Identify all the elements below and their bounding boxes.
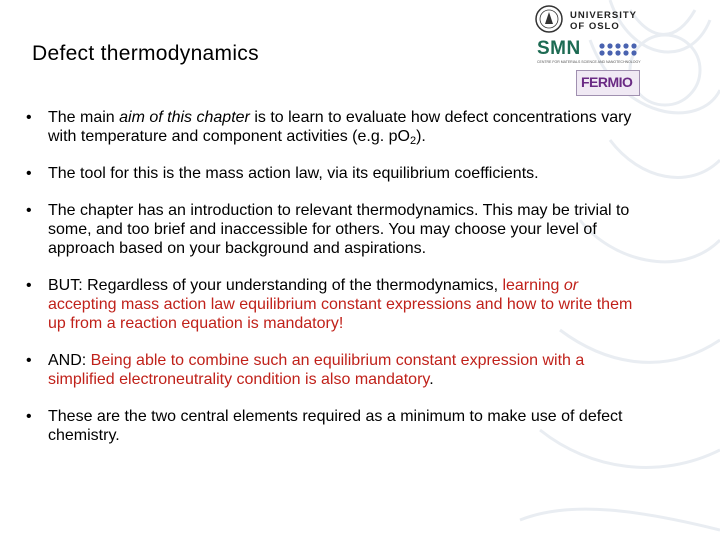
page-title: Defect thermodynamics <box>32 42 259 65</box>
bullet-item <box>28 108 648 146</box>
bullet-text: BUT: Regardless of your understanding of the thermodynamics, <box>48 277 503 294</box>
femc-logo <box>576 70 640 96</box>
uio-line-2: OF OSLO <box>570 21 620 32</box>
bullet-text: . <box>429 371 434 388</box>
bullet-item <box>28 164 648 183</box>
bullet-text: is to learn to evaluate how defect concentrations vary with temperature and component activities (e.g. pO <box>48 109 632 145</box>
bullet-item <box>28 276 648 333</box>
smn-logo-text: SMN <box>537 38 581 59</box>
bullet-text: The chapter has an introduction to relevant thermodynamics. This may be trivial to some, and too brief and inaccessible for others. You may choose your level of approach based on your background and aspirations. <box>48 202 630 257</box>
bullet-text: The main <box>48 109 120 126</box>
bullet-text: These are the two central elements required as a minimum to make use of defect chemistry. <box>48 408 623 444</box>
bullet-subscript: 2 <box>409 135 417 147</box>
femc-logo-text: FERMIO <box>581 74 633 90</box>
uio-wordmark <box>570 10 637 32</box>
bullet-highlight: Being able to combine such an equilibrium constant expression with a simplified electroneutrality condition is also mandatory <box>48 352 585 388</box>
bullet-highlight-emphasis: or <box>563 277 579 294</box>
bullet-text: AND: <box>48 352 91 369</box>
logo-block <box>534 4 644 96</box>
bullet-text: The tool for this is the mass action law, via its equilibrium coefficients. <box>48 165 539 182</box>
uio-line-1: UNIVERSITY <box>570 10 638 21</box>
bullet-item <box>28 201 648 258</box>
bullet-emphasis: aim of this chapter <box>119 109 250 126</box>
bullet-list <box>28 108 648 463</box>
bullet-item <box>28 407 648 445</box>
smn-subtitle: CENTRE FOR MATERIALS SCIENCE AND NANOTECHNOLOGY <box>537 60 641 64</box>
bullet-highlight: accepting mass action law equilibrium constant expressions and how to write them up from a reaction equation is mandatory! <box>48 296 633 332</box>
bullet-highlight: learning <box>502 277 564 294</box>
smn-dots-graphic <box>598 42 638 56</box>
bullet-text: ). <box>416 128 426 145</box>
uio-seal-logo <box>534 4 564 34</box>
bullet-item <box>28 351 648 389</box>
